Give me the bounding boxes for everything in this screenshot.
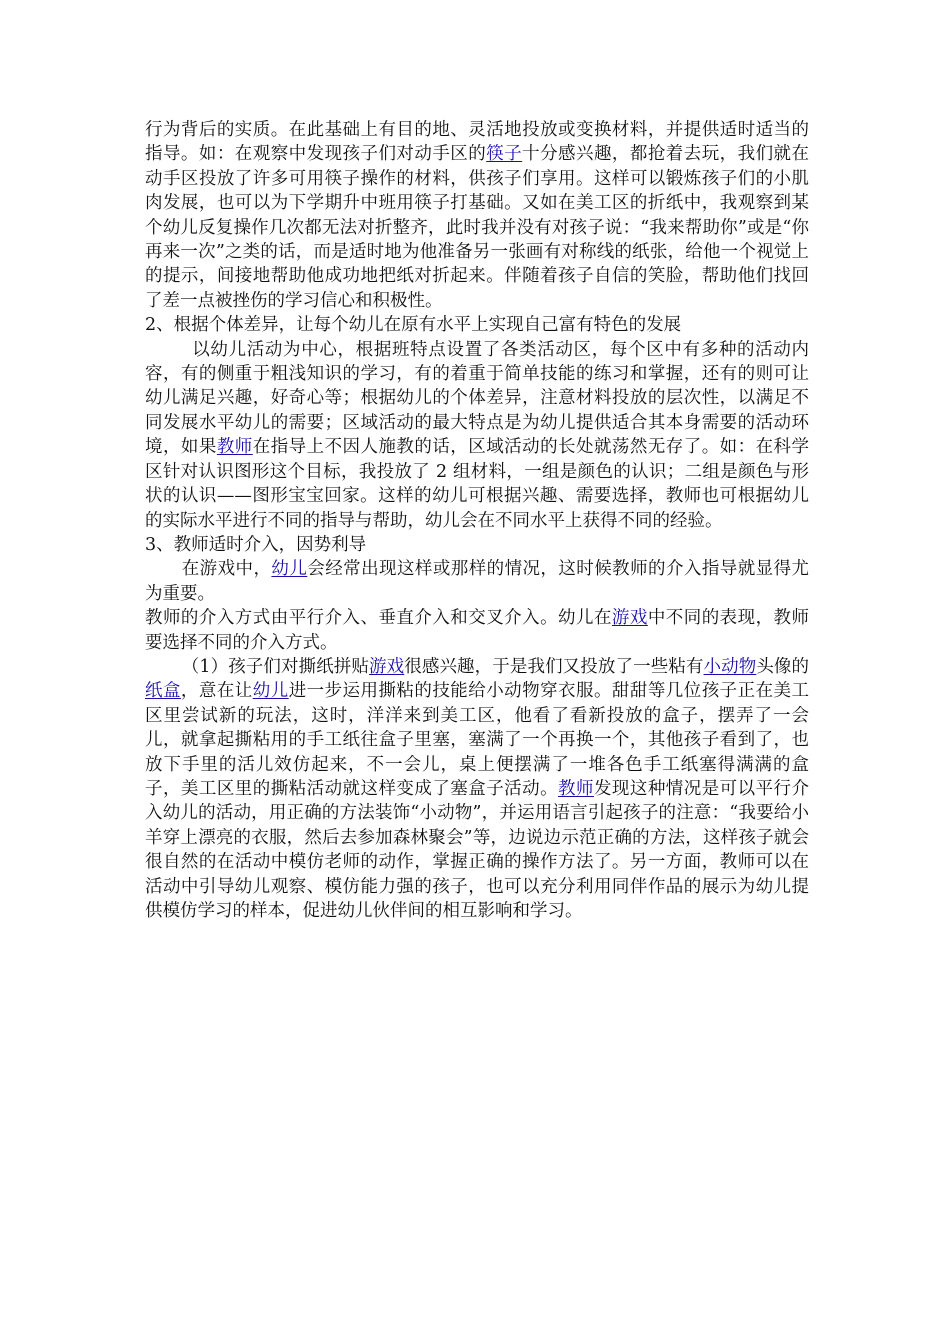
paragraph-3 xyxy=(145,557,809,606)
link-small-animals[interactable]: 小动物 xyxy=(703,656,757,677)
link-children-2[interactable]: 幼儿 xyxy=(252,681,289,702)
link-teacher-1[interactable]: 教师 xyxy=(216,437,253,458)
paragraph-4-text-a: 教师的介入方式由平行介入、垂直介入和交叉介入。幼儿在 xyxy=(145,608,612,629)
paragraph-3-text-b: 会经常出现这样或那样的情况，这时候教师的介入指导就显得尤为重要。 xyxy=(145,559,810,604)
paragraph-4 xyxy=(145,606,809,655)
paragraph-1-text-b: 十分感兴趣，都抢着去玩，我们就在动手区投放了许多可用筷子操作的材料，供孩子们享用。这样可以锻炼孩子们的小肌肉发展，也可以为下学期升中班用筷子打基础。又如在美工区的折纸中，我观察到某个幼儿反复操作几次都无法对折整齐，此时我并没有对孩子说：“我来帮助你”或是“你再来一次”之类的话，而是适时地为他准备另一张画有对称线的纸张，给他一个视觉上的提示，间接地帮助他成功地把纸对折起来。伴随着孩子自信的笑脸，帮助他们找回了差一点被挫伤的学习信心和积极性。 xyxy=(145,144,810,311)
paragraph-1-text-a: 行为背后的实质。在此基础上有目的地、灵活地投放或变换材料，并提供适时适当的指导。如：在观察中发现孩子们对动手区的 xyxy=(145,120,809,165)
paragraph-1 xyxy=(145,118,809,313)
paragraph-3-text-a: 在游戏中， xyxy=(181,559,272,580)
paragraph-4-text-b: 中不同的表现，教师要选择不同的介入方式。 xyxy=(145,608,810,653)
section-heading-2: 2、根据个体差异，让每个幼儿在原有水平上实现自己富有特色的发展 xyxy=(145,315,682,336)
section-heading-3: 3、教师适时介入，因势利导 xyxy=(145,534,367,555)
link-teacher-2[interactable]: 教师 xyxy=(558,778,594,799)
link-children-1[interactable]: 幼儿 xyxy=(271,559,308,580)
paragraph-5-text-b: 很感兴趣，于是我们又投放了一些粘有 xyxy=(404,656,704,677)
link-game-2[interactable]: 游戏 xyxy=(369,656,405,677)
paragraph-5-text-a: （1）孩子们对撕纸拼贴 xyxy=(181,656,370,677)
paragraph-5 xyxy=(145,655,809,923)
link-game-1[interactable]: 游戏 xyxy=(611,608,648,629)
paragraph-5-text-d: ，意在让 xyxy=(180,681,253,702)
document-body xyxy=(145,118,809,923)
paragraph-2 xyxy=(145,338,809,533)
paragraph-5-text-f: 发现这种情况是可以平行介入幼儿的活动，用正确的方法装饰“小动物”，并运用语言引起孩子的注意：“我要给小羊穿上漂亮的衣服，然后去参加森林聚会”等，边说边示范正确的方法，这样孩子就会很自然的在活动中模仿老师的动作，掌握正确的操作方法了。另一方面，教师可以在活动中引导幼儿观察、模仿能力强的孩子，也可以充分利用同伴作品的展示为幼儿提供模仿学习的样本，促进幼儿伙伴间的相互影响和学习。 xyxy=(145,778,810,921)
paragraph-5-text-e: 进一步运用撕粘的技能给小动物穿衣服。甜甜等几位孩子正在美工区里尝试新的玩法，这时，洋洋来到美工区，他看了看新投放的盒子，摆弄了一会儿，就拿起撕粘用的手工纸往盒子里塞，塞满了一个再换一个，其他孩子看到了，也放下手里的活儿效仿起来，不一会儿，桌上便摆满了一堆各色手工纸塞得满满的盒子，美工区里的撕粘活动就这样变成了塞盒子活动。 xyxy=(145,681,810,799)
link-paper-box[interactable]: 纸盒 xyxy=(145,681,181,702)
paragraph-2-text-b: 在指导上不因人施教的话，区域活动的长处就荡然无存了。如：在科学区针对认识图形这个目标，我投放了 2 组材料，一组是颜色的认识；二组是颜色与形状的认识——图形宝宝回家。这样的幼儿可根据兴趣、需要选择，教师也可根据幼儿的实际水平进行不同的指导与帮助，幼儿会在不同水平上获得不同的经验。 xyxy=(145,437,810,531)
link-chopsticks[interactable]: 筷子 xyxy=(486,144,523,165)
paragraph-2-text-a: 以幼儿活动为中心，根据班特点设置了各类活动区，每个区中有多种的活动内容，有的侧重于粗浅知识的学习，有的着重于简单技能的练习和掌握，还有的则可让幼儿满足兴趣，好奇心等；根据幼儿的个体差异，注意材料投放的层次性，以满足不同发展水平幼儿的需要；区域活动的最大特点是为幼儿提供适合其本身需要的活动环境，如果 xyxy=(145,339,809,458)
paragraph-5-text-c: 头像的 xyxy=(756,656,810,677)
